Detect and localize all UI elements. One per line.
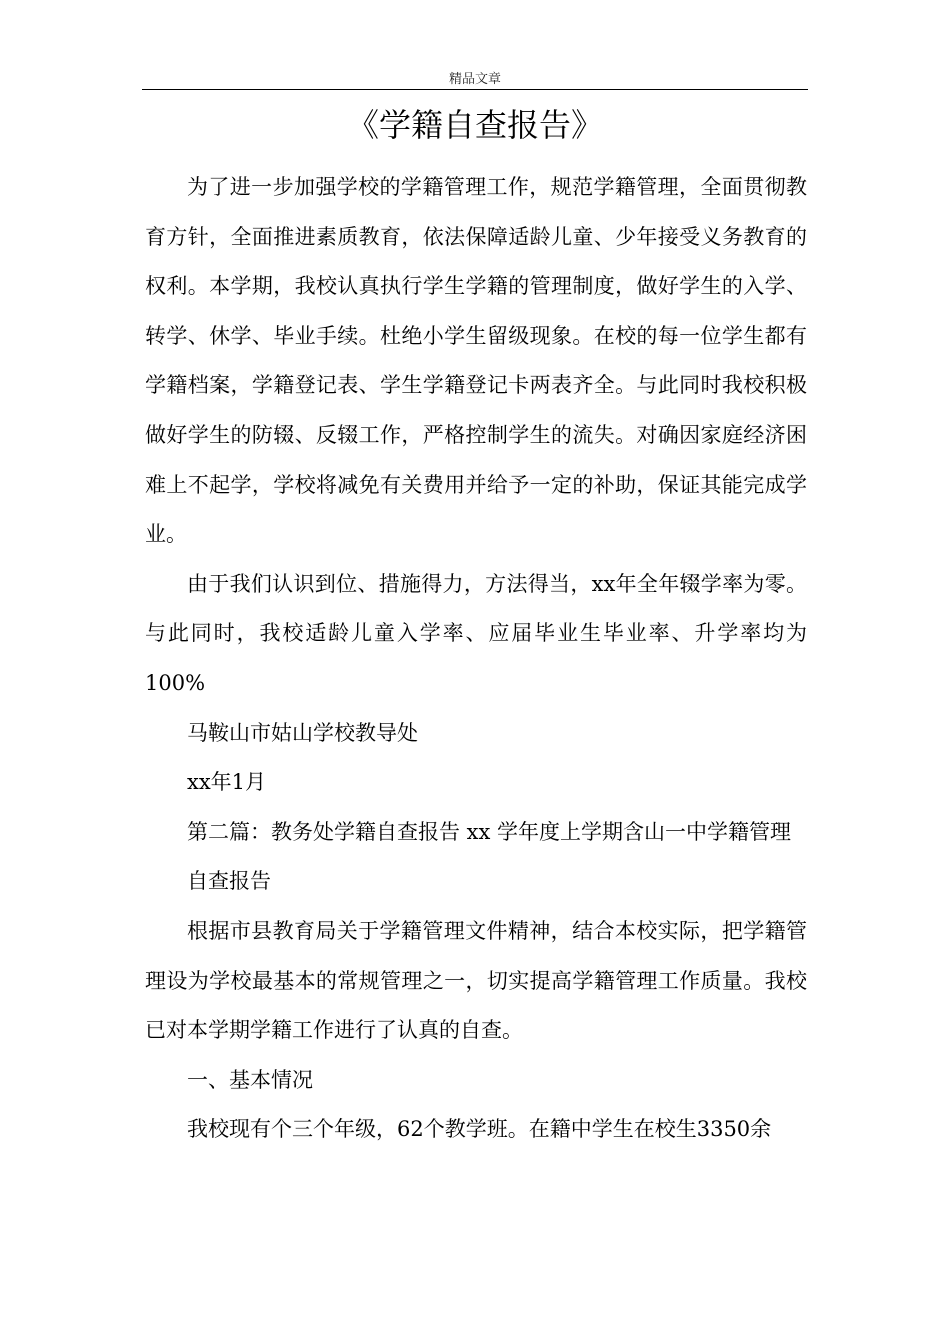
document-body xyxy=(145,163,807,1155)
header-divider xyxy=(142,89,808,90)
section-heading: 一、基本情况 xyxy=(187,1067,313,1092)
paragraph: 根据市县教育局关于学籍管理文件精神，结合本校实际，把学籍管理设为学校最基本的常规管理之一，切实提高学籍管理工作质量。我校已对本学期学籍工作进行了认真的自查。 xyxy=(145,918,807,1043)
section-heading: 第二篇：教务处学籍自查报告 xx 学年度上学期含山一中学籍管理 xyxy=(187,819,792,844)
paragraph: 为了进一步加强学校的学籍管理工作，规范学籍管理，全面贯彻教育方针，全面推进素质教育，依法保障适龄儿童、少年接受义务教育的权利。本学期，我校认真执行学生学籍的管理制度，做好学生的入学、转学、休学、毕业手续。杜绝小学生留级现象。在校的每一位学生都有学籍档案，学籍登记表、学生学籍登记卡两表齐全。与此同时我校积极做好学生的防辍、反辍工作，严格控制学生的流失。对确因家庭经济困难上不起学，学校将减免有关费用并给予一定的补助，保证其能完成学业。 xyxy=(145,175,807,547)
signature-date: xx年1月 xyxy=(187,770,267,795)
document-title: 《学籍自查报告》 xyxy=(346,106,603,144)
section-subheading: 自查报告 xyxy=(187,869,271,894)
page-header: 精品文章 xyxy=(448,72,501,87)
signature-org: 马鞍山市姑山学校教导处 xyxy=(187,720,418,745)
paragraph: 由于我们认识到位、措施得力，方法得当，xx年全年辍学率为零。与此同时，我校适龄儿童入学率、应届毕业生毕业率、升学率均为100% xyxy=(145,571,807,695)
paragraph: 我校现有个三个年级，62个教学班。在籍中学生在校生3350余 xyxy=(187,1117,772,1142)
